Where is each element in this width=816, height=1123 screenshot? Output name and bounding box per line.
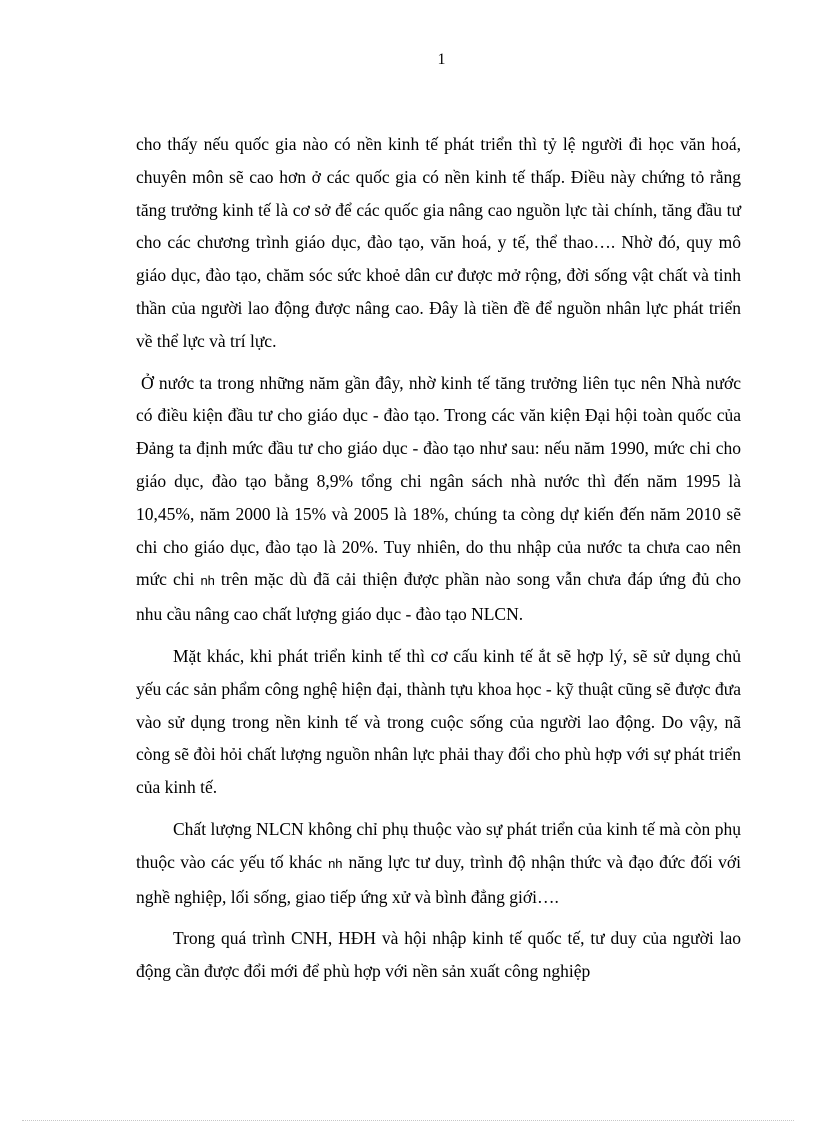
paragraph-2 (136, 367, 741, 631)
paragraph-1: cho thấy nếu quốc gia nào có nền kinh tế phát triển thì tỷ lệ người đi học văn hoá, chuyên môn sẽ cao hơn ở các quốc gia có nền kinh tế thấp. Điều này chứng tỏ rằng tăng trưởng kinh tế là cơ sở để các quốc gia nâng cao nguồn lực tài chính, tăng đầu tư cho các chương trình giáo dục, đào tạo, văn hoá, y tế, thể thao…. Nhờ đó, quy mô giáo dục, đào tạo, chăm sóc sức khoẻ dân cư được mở rộng, đời sống vật chất và tinh thần của người lao động được nâng cao. Đây là tiền đề để nguồn nhân lực phát triển về thể lực và trí lực. (136, 134, 741, 351)
paragraph-5: Trong quá trình CNH, HĐH và hội nhập kinh tế quốc tế, tư duy của người lao động cần được đổi mới để phù hợp với nền sản xuất công nghiệp (136, 928, 741, 982)
paragraph-4-text-after: năng lực tư duy, trình độ nhận thức và đạo đức đối với nghề nghiệp, lối sống, giao tiếp ứng xử và bình đẳng giới…. (136, 851, 741, 907)
document-body (136, 128, 741, 997)
paragraph-4-text-before: Chất lượng NLCN không chỉ phụ thuộc vào sự phát triển của kinh tế mà còn phụ thuộc vào các yếu tố khác (136, 818, 741, 872)
paragraph-3: Mặt khác, khi phát triển kinh tế thì cơ cấu kinh tế ắt sẽ hợp lý, sẽ sử dụng chủ yếu các sản phẩm công nghệ hiện đại, thành tựu khoa học - kỹ thuật cũng sẽ được đưa vào sử dụng trong nền kinh tế và trong cuộc sống của người lao động. Do vậy, nã còng sẽ đòi hỏi chất lượng nguồn nhân lực phải thay đổi cho phù hợp với sự phát triển của kinh tế. (136, 645, 741, 798)
page-number: 1 (437, 51, 446, 68)
paragraph-4 (136, 813, 741, 913)
text-artifact: nh (200, 573, 215, 589)
paragraph-2-text-after: trên mặc dù đã cải thiện được phần nào song vẫn chưa đáp ứng đủ cho nhu cầu nâng cao chất lượng giáo dục - đào tạo NLCN. (136, 569, 742, 625)
text-artifact: nh (328, 855, 343, 871)
page-bottom-divider (22, 1120, 794, 1121)
paragraph-2-text-before: Ở nước ta trong những năm gần đây, nhờ kinh tế tăng trưởng liên tục nên Nhà nước có điều kiện đầu tư cho giáo dục - đào tạo. Trong các văn kiện Đại hội toàn quốc của Đảng ta định mức đầu tư cho giáo dục - đào tạo như sau: nếu năm 1990, mức chi cho giáo dục, đào tạo bằng 8,9% tổng chi ngân sách nhà nước thì đến năm 1995 là 10,45%, năm 2000 là 15% và 2005 là 18%, chúng ta còng dự kiến đến năm 2010 sẽ chi cho giáo dục, đào tạo là 20%. Tuy nhiên, do thu nhập của nước ta chưa cao nên mức chi (136, 372, 741, 590)
